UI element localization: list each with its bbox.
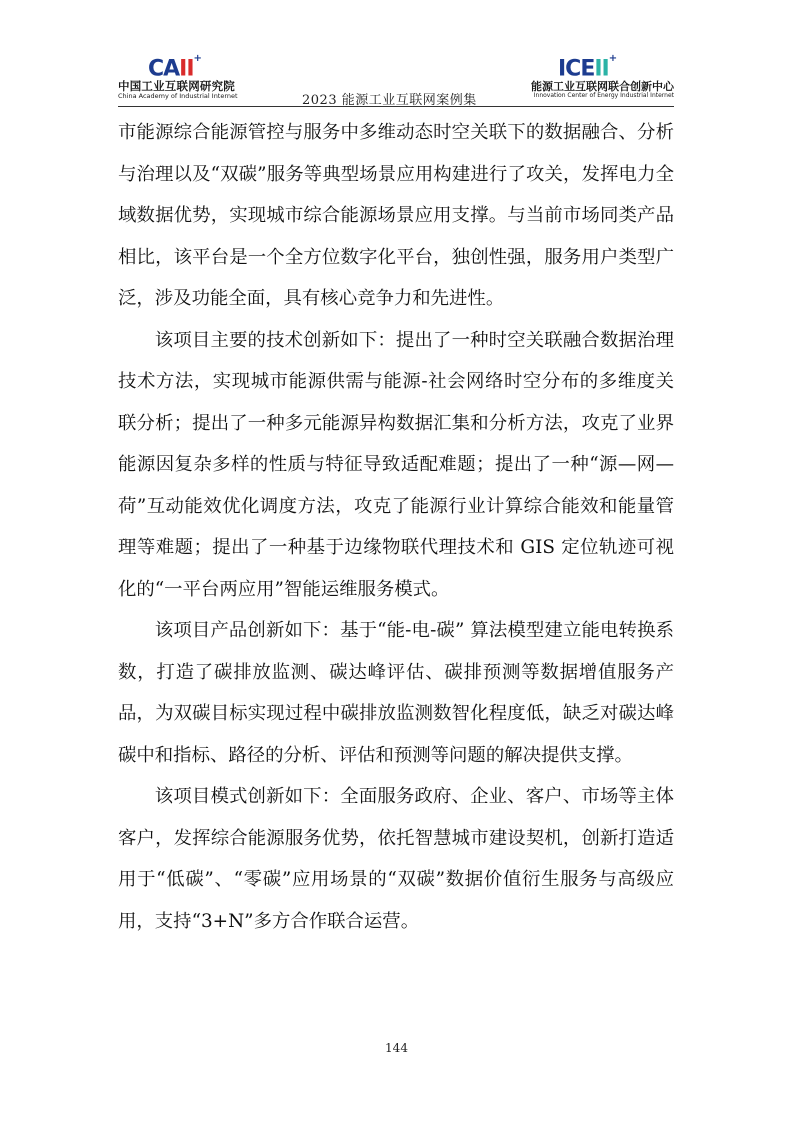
caii-name-cn: 中国工业互联网研究院 (118, 79, 235, 93)
paragraph-product-innovation: 该项目产品创新如下：基于“能-电-碳” 算法模型建立能电转换系数，打造了碳排放监测、碳达峰评估、碳排预测等数据增值服务产品，为双碳目标实现过程中碳排放监测数智化程度低，缺乏对碳达峰碳中和指标、路径的分析、评估和预测等问题的解决提供支撑。 (118, 620, 674, 766)
caii-name-en: China Academy of Industrial Internet (118, 92, 238, 100)
page-header (118, 50, 674, 106)
page-number: 144 (385, 1041, 408, 1055)
paragraph-technical-innovation: 该项目主要的技术创新如下：提出了一种时空关联融合数据治理技术方法，实现城市能源供需与能源-社会网络时空分布的多维度关联分析；提出了一种多元能源异构数据汇集和分析方法，攻克了业界能源因复杂多样的性质与特征导致适配难题；提出了一种“源—网—荷”互动能效优化调度方法，攻克了能源行业计算综合能效和能量管理等难题；提出了一种基于边缘物联代理技术和 GIS 定位轨迹可视化的“一平台两应用”智能运维服务模式。 (118, 329, 674, 600)
iceii-mark-suffix: II (594, 56, 609, 82)
header-divider (118, 106, 674, 107)
iceii-name-cn: 能源工业互联网联合创新中心 (531, 80, 674, 93)
caii-mark-plus: + (193, 53, 201, 64)
document-title: 2023 能源工业互联网案例集 (302, 93, 477, 108)
caii-logo (118, 50, 268, 104)
iceii-mark-prefix: ICE (558, 56, 595, 82)
caii-mark-prefix: CA (148, 56, 180, 82)
paragraph-continued: 市能源综合能源管控与服务中多维动态时空关联下的数据融合、分析与治理以及“双碳”服务等典型场景应用构建进行了攻关，发挥电力全域数据优势，实现城市综合能源场景应用支撑。与当前市场同类产品相比，该平台是一个全方位数字化平台，独创性强，服务用户类型广泛，涉及功能全面，具有核心竞争力和先进性。 (118, 122, 674, 309)
iceii-logo (524, 50, 674, 104)
page-body (118, 112, 674, 942)
iceii-mark-plus: + (608, 53, 617, 64)
caii-mark-suffix: II (179, 56, 194, 82)
iceii-name-en: Innovation Center of Energy Industrial Internet (533, 92, 674, 99)
paragraph-model-innovation: 该项目模式创新如下：全面服务政府、企业、客户、市场等主体客户，发挥综合能源服务优势，依托智慧城市建设契机，创新打造适用于“低碳”、“零碳”应用场景的“双碳”数据价值衍生服务与高级应用，支持“3+N”多方合作联合运营。 (118, 786, 674, 932)
